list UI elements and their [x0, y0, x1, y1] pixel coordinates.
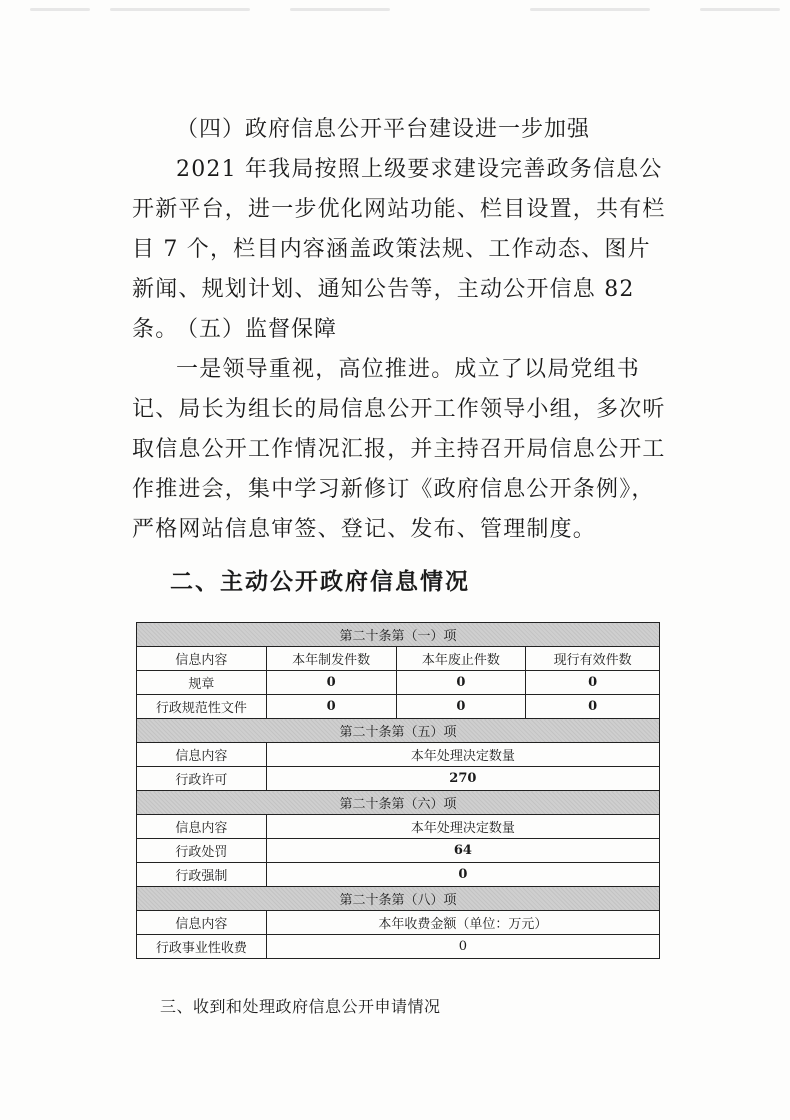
- table-row: [137, 767, 660, 791]
- header-abolished: 本年废止件数: [396, 647, 526, 671]
- band-article-20-6: 第二十条第（六）项: [137, 791, 660, 815]
- cell-value: 0: [526, 695, 660, 719]
- table-band-row: [137, 719, 660, 743]
- section-4-heading: （四）政府信息公开平台建设进一步加强: [176, 117, 591, 142]
- band-article-20-8: 第二十条第（八）项: [137, 887, 660, 911]
- scan-mark: [110, 8, 250, 11]
- table-row: [137, 839, 660, 863]
- band-article-20-5: 第二十条第（五）项: [137, 719, 660, 743]
- table-header-row: [137, 911, 660, 935]
- cell-value: 0: [396, 671, 526, 695]
- section-5-body: 一是领导重视，高位推进。成立了以局党组书记、局长为组长的局信息公开工作领导小组，多次听取信息公开工作情况汇报，并主持召开局信息公开工作推进会，集中学习新修订《政府信息公开条例》，严格网站信息审签、登记、发布、管理制度。: [132, 357, 666, 542]
- header-fee-amount: 本年收费金额（单位：万元）: [266, 911, 659, 935]
- row-label: 规章: [137, 671, 267, 695]
- header-issued: 本年制发件数: [266, 647, 396, 671]
- header-decision-count: 本年处理决定数量: [266, 743, 659, 767]
- cell-value: 64: [266, 839, 659, 863]
- table-header-row: [137, 647, 660, 671]
- disclosure-table: [136, 622, 660, 959]
- header-info: 信息内容: [137, 743, 267, 767]
- header-info: 信息内容: [137, 647, 267, 671]
- cell-value: 0: [266, 671, 396, 695]
- row-label: 行政许可: [137, 767, 267, 791]
- row-label: 行政强制: [137, 863, 267, 887]
- scan-mark: [530, 8, 650, 11]
- scan-mark: [30, 8, 90, 11]
- cell-value: 0: [266, 863, 659, 887]
- header-decision-count: 本年处理决定数量: [266, 815, 659, 839]
- band-article-20-1: 第二十条第（一）项: [137, 623, 660, 647]
- part-2-title: 二、主动公开政府信息情况: [170, 568, 470, 595]
- section-4-body: 2021 年我局按照上级要求建设完善政务信息公开新平台，进一步优化网站功能、栏目设置，共有栏目 7 个，栏目内容涵盖政策法规、工作动态、图片新闻、规划计划、通知公告等，主动公开信息 82 条。: [132, 157, 666, 342]
- cell-value: 0: [266, 695, 396, 719]
- table-header-row: [137, 743, 660, 767]
- table-header-row: [137, 815, 660, 839]
- row-label: 行政处罚: [137, 839, 267, 863]
- scan-mark: [290, 8, 390, 11]
- table-row: [137, 935, 660, 959]
- cell-value: 0: [396, 695, 526, 719]
- scan-mark: [700, 8, 780, 11]
- header-info: 信息内容: [137, 911, 267, 935]
- part-3-title: 三、收到和处理政府信息公开申请情况: [160, 997, 441, 1016]
- cell-value: 0: [526, 671, 660, 695]
- header-info: 信息内容: [137, 815, 267, 839]
- section-5-heading: （五）监督保障: [176, 317, 338, 342]
- table-row: [137, 695, 660, 719]
- table-band-row: [137, 887, 660, 911]
- header-valid: 现行有效件数: [526, 647, 660, 671]
- table-band-row: [137, 623, 660, 647]
- table-band-row: [137, 791, 660, 815]
- row-label: 行政事业性收费: [137, 935, 267, 959]
- row-label: 行政规范性文件: [137, 695, 267, 719]
- cell-value: 270: [266, 767, 659, 791]
- table-row: [137, 863, 660, 887]
- table-row: [137, 671, 660, 695]
- cell-value: 0: [266, 935, 659, 959]
